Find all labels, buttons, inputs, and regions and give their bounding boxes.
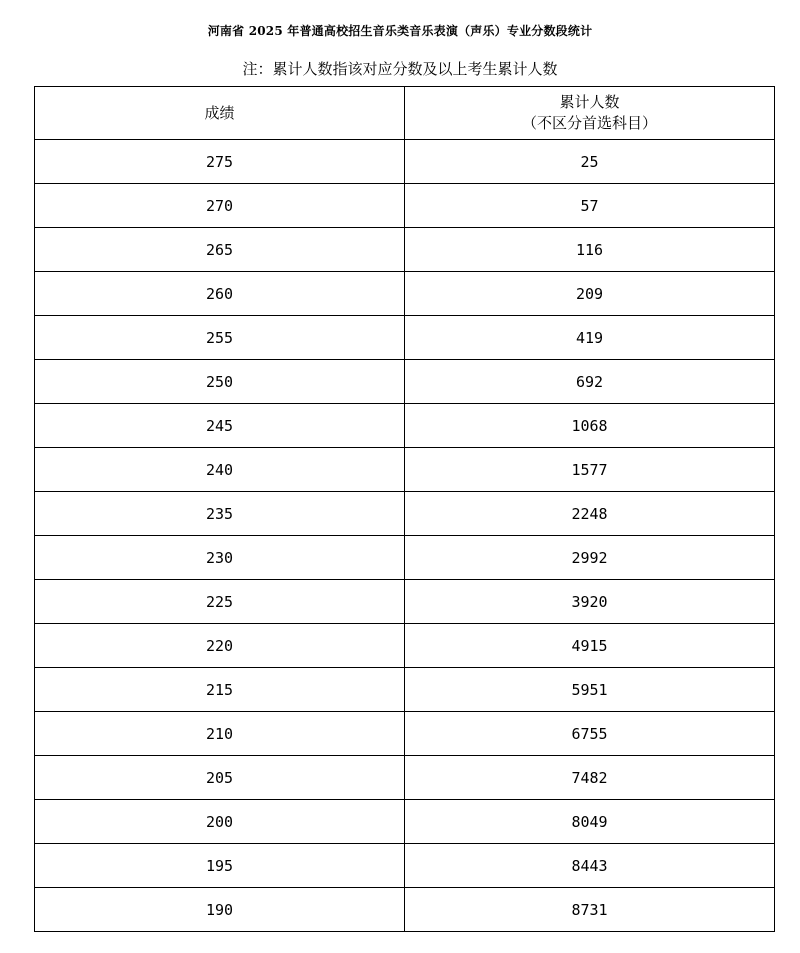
table-row xyxy=(35,800,775,844)
cumulative-count-cell: 3920 xyxy=(405,580,775,624)
cumulative-count-cell: 1577 xyxy=(405,448,775,492)
table-row xyxy=(35,228,775,272)
table-row xyxy=(35,316,775,360)
table-row xyxy=(35,492,775,536)
score-cell: 255 xyxy=(35,316,405,360)
table-body xyxy=(35,140,775,932)
cumulative-count-cell: 2248 xyxy=(405,492,775,536)
table-row xyxy=(35,624,775,668)
cumulative-count-cell: 419 xyxy=(405,316,775,360)
cumulative-count-cell: 6755 xyxy=(405,712,775,756)
score-cell: 230 xyxy=(35,536,405,580)
score-distribution-table xyxy=(34,86,775,932)
cumulative-count-cell: 8443 xyxy=(405,844,775,888)
cumulative-count-cell: 209 xyxy=(405,272,775,316)
score-cell: 235 xyxy=(35,492,405,536)
header-score xyxy=(35,87,405,140)
table-row xyxy=(35,360,775,404)
header-cumulative xyxy=(405,87,775,140)
table-row xyxy=(35,712,775,756)
cumulative-count-cell: 1068 xyxy=(405,404,775,448)
page-title: 河南省 2025 年普通高校招生音乐类音乐表演（声乐）专业分数段统计 xyxy=(207,24,593,38)
table-note: 注：累计人数指该对应分数及以上考生累计人数 xyxy=(242,60,558,78)
table-row xyxy=(35,404,775,448)
cumulative-count-cell: 5951 xyxy=(405,668,775,712)
score-cell: 205 xyxy=(35,756,405,800)
table-row xyxy=(35,668,775,712)
table-header-row xyxy=(35,87,775,140)
score-cell: 260 xyxy=(35,272,405,316)
score-cell: 210 xyxy=(35,712,405,756)
score-cell: 215 xyxy=(35,668,405,712)
score-cell: 245 xyxy=(35,404,405,448)
header-cumulative-label: 累计人数 xyxy=(559,93,620,111)
cumulative-count-cell: 692 xyxy=(405,360,775,404)
header-score-label: 成绩 xyxy=(204,103,235,122)
score-cell: 200 xyxy=(35,800,405,844)
score-cell: 190 xyxy=(35,888,405,932)
score-cell: 250 xyxy=(35,360,405,404)
cumulative-count-cell: 8731 xyxy=(405,888,775,932)
score-cell: 275 xyxy=(35,140,405,184)
cumulative-count-cell: 8049 xyxy=(405,800,775,844)
table-row xyxy=(35,844,775,888)
cumulative-count-cell: 2992 xyxy=(405,536,775,580)
table-row xyxy=(35,272,775,316)
cumulative-count-cell: 7482 xyxy=(405,756,775,800)
header-cumulative-sublabel: （不区分首选科目） xyxy=(521,114,657,132)
table-row xyxy=(35,580,775,624)
score-cell: 240 xyxy=(35,448,405,492)
cumulative-count-cell: 116 xyxy=(405,228,775,272)
table-row xyxy=(35,448,775,492)
cumulative-count-cell: 57 xyxy=(405,184,775,228)
cumulative-count-cell: 25 xyxy=(405,140,775,184)
score-cell: 220 xyxy=(35,624,405,668)
score-cell: 225 xyxy=(35,580,405,624)
table-row xyxy=(35,888,775,932)
score-cell: 265 xyxy=(35,228,405,272)
score-cell: 270 xyxy=(35,184,405,228)
table-row xyxy=(35,756,775,800)
table-row xyxy=(35,536,775,580)
table-row xyxy=(35,184,775,228)
cumulative-count-cell: 4915 xyxy=(405,624,775,668)
score-cell: 195 xyxy=(35,844,405,888)
table-row xyxy=(35,140,775,184)
